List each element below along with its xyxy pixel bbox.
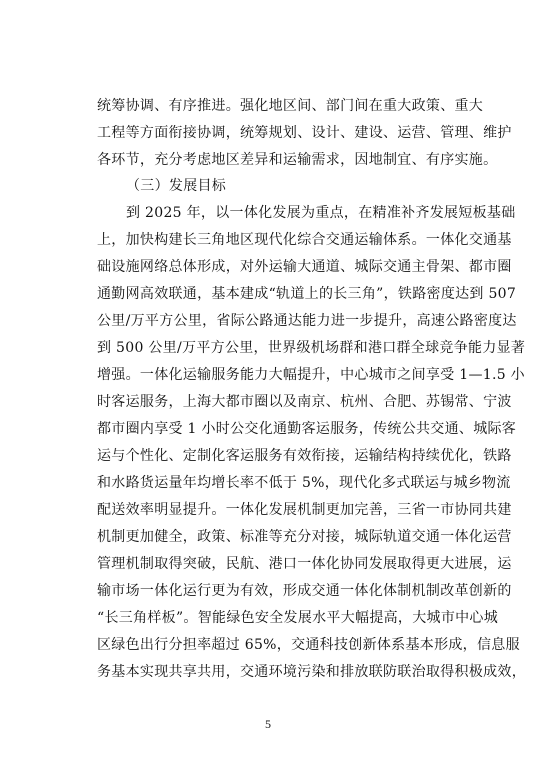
paragraph-line: 各环节，充分考虑地区差异和运输需求，因地制宜、有序实施。 <box>97 152 498 168</box>
paragraph-line: “长三角样板”。智能绿色安全发展水平大幅提高，大城市中心城 <box>97 610 499 626</box>
section-heading: （三）发展目标 <box>126 178 227 194</box>
paragraph-line: 增强。一体化运输服务能力大幅提升，中心城市之间享受 1—1.5 小 <box>97 367 525 383</box>
paragraph-line: 到 2025 年，以一体化发展为重点，在精准补齐发展短板基础 <box>126 205 516 221</box>
paragraph-line: 到 500 公里/万平方公里，世界级机场群和港口群全球竞争能力显著 <box>97 340 526 356</box>
paragraph-line: 机制更加健全，政策、标准等充分对接，城际轨道交通一体化运营 <box>97 529 512 545</box>
paragraph-line: 运与个性化、定制化客运服务有效衔接，运输结构持续优化，铁路 <box>97 448 512 464</box>
paragraph-line: 公里/万平方公里，省际公路通达能力进一步提升，高速公路密度达 <box>97 313 517 329</box>
paragraph-line: 务基本实现共享共用，交通环境污染和排放联防联治取得积极成效， <box>97 664 526 680</box>
paragraph-line: 都市圈内享受 1 小时公交化通勤客运服务，传统公共交通、城际客 <box>97 421 517 437</box>
paragraph-line: 础设施网络总体形成，对外运输大通道、城际交通主骨架、都市圈 <box>97 259 512 275</box>
paragraph-line: 工程等方面衔接协调，统筹规划、设计、建设、运营、管理、维护 <box>97 125 512 141</box>
paragraph-line: 管理机制取得突破，民航、港口一体化协同发展取得更大进展，运 <box>97 556 512 572</box>
paragraph-line: 通勤网高效联通，基本建成“轨道上的长三角”，铁路密度达到 507 <box>97 286 517 302</box>
paragraph-line: 时客运服务，上海大都市圈以及南京、杭州、合肥、苏锡常、宁波 <box>97 394 512 410</box>
page-number: 5 <box>265 717 271 731</box>
paragraph-line: 统筹协调、有序推进。强化地区间、部门间在重大政策、重大 <box>97 98 484 114</box>
paragraph-line: 区绿色出行分担率超过 65%，交通科技创新体系基本形成，信息服 <box>97 637 520 653</box>
paragraph-line: 配送效率明显提升。一体化发展机制更加完善，三省一市协同共建 <box>97 502 512 518</box>
paragraph-line: 输市场一体化运行更为有效，形成交通一体化体制机制改革创新的 <box>97 583 512 599</box>
paragraph-line: 上，加快构建长三角地区现代化综合交通运输体系。一体化交通基 <box>97 232 512 248</box>
paragraph-line: 和水路货运量年均增长率不低于 5%，现代化多式联运与城乡物流 <box>97 475 511 491</box>
